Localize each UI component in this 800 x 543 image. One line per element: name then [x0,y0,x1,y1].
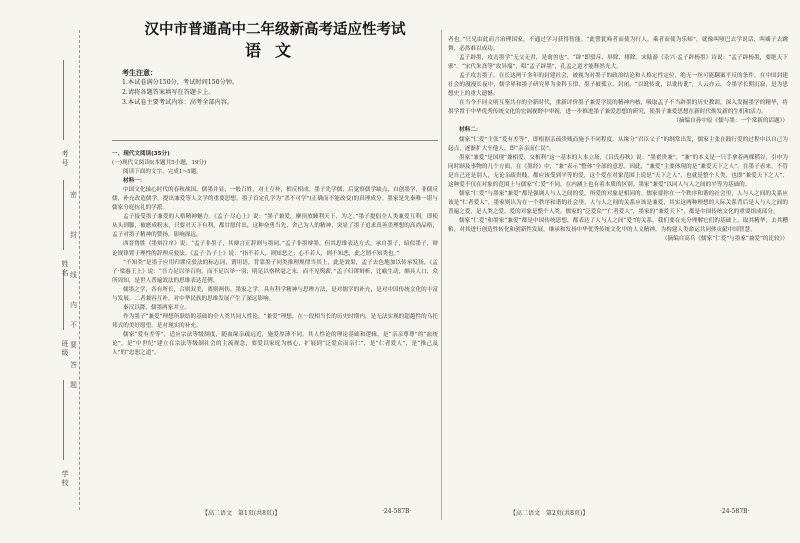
source-citation: （摘编自孙中原《儒与墨：一个常新的话题》） [673,118,788,125]
class-field-line [63,270,64,330]
class-field-label: 班级 [61,340,69,358]
subject-title: 语文 [244,41,305,60]
page-one-body [112,150,438,358]
binding-strip [0,0,108,543]
paragraph: 儒家“爱有差等”，适应宗法等级制度，随血缘亲疏远近，施爱厚薄不同。其人性论的理论基础和逻辑，是“亲亲尊尊”的“血统论”，是“中世纪”建立在宗法等级制社会的主流观念，要爱以家庭为核心，扩展到“泛爱众而亲仁”，是“仁者爱人”，是“推己及人”的“忠恕之道”。 [112,331,438,357]
paragraph: 墨家“兼爱”是国现“兼相爱、交相利”这一基本的人本立场，《吕氏春秋》说：“墨翟贵兼”，“兼”的本义是一只手拿着两棵稻谷，引申为同时顾及事物的几个方面。在《墨经》中，“兼”表示“整体”全部的意思。因此，“兼爱”主要体现的是“兼爱天下之人”。在墨子看来，不管是自己还是别人，无论亲疏贵贱，都应该受到平等的爱，这个爱在对象范围上说是“天下之人”，也就是整个人类，也即“兼爱天下之人”，这种爱不仅在对象的范围上与儒家“仁爱”不同，在内涵上也有着本质的区别。墨家“兼爱”以同人与人之间的平等为基础的。 [448,154,788,188]
candidate-notice [122,68,422,108]
paragraph: “不知类”是墨子应用归谬反驳法的标志词，谓用语，背靠墨子同类推理规律当其上，此是效果，孟子去色地加以传承发扬，《孟子·梁惠王上》说：“吾力足以举百钧，而不足以举一羽；明足以察秋毫之末，而不见舆薪，”孟子归谬辩析，比喻生动，颇具人口，众所周知，是世人普遍效法的思维表达范例。 [112,259,438,284]
name-field-label: 姓名 [61,260,69,278]
paragraph: 儒墨之学，各有所长，合则双美，离则两伤。墨家之学，具有科学精神与思辨方法，是对儒学的补充，是对中国传统文化的丰富与发展。二者兼容互补，对中华民族的思维发展产生了深远影响。 [112,286,438,302]
exam-title: 汉中市普通高中二年级新高考适应性考试 [144,22,406,38]
notice-divider [112,140,438,141]
seal-char: 要 [70,341,77,349]
exam-no-field-label: 考号 [61,150,69,168]
subsection-heading: (一)现代文阅读Ⅰ(本题共5小题，19分) [112,160,207,167]
paragraph: 孟子辟墨，攻击墨学“无父无君，是禽兽也”。“辟”即驳斥、屏除、排除。宋陆游《杂兴·孟子辟杨墨》诗说：“孟子辟杨墨，要绝天下邪”。“宋代朱熹等“攻异端”，唱“孟子辟墨”，孔孟之道才能释然光大。 [448,55,788,71]
seal-char: 封 [70,231,77,239]
school-field-label: 学校 [61,470,69,488]
seal-char: 密 [70,191,77,199]
seal-char: 不 [70,321,77,329]
seal-line [79,30,90,510]
section-heading: 一、现代文阅读(35分) [112,151,170,157]
paragraph: 西晋鲁胜《墨辩注序》说：“孟子非墨子，其辩言正辞则与墨同。”孟子非墨辩墨，但其思维表达方式，承自墨子，暗似墨子，辩论规律置于理性的辞理反驳法。《孟子·告子上》说：“指不若人，则知恶之；心不若人，则不知恶，此之谓不知类也。” [112,241,438,257]
notice-heading: 考生注意： [122,69,157,77]
school-field-line [63,380,64,460]
name-field-line [63,180,64,250]
seal-char: 答 [70,361,77,369]
material-label: 材料一： [123,178,146,185]
paragraph: 者也。”只兄由此而言治理国家，不通过学习获得智能。“此譬犹啼者而使为行人，乘者而使为乐师”，就像叫哑巴去学说话，叫瘸子去跳舞，必然难以成功。 [448,37,788,53]
seal-char: 题 [70,381,77,389]
page-one [112,0,438,543]
notice-item: 3.本试卷主要考试内容：高考全部内容。 [122,99,234,106]
source-citation: （摘编自高兵《儒家“仁爱”与墨家“兼爱”的比较》） [661,236,788,243]
page-two-footer-right: ·24-587B· [720,508,750,515]
notice-item: 1.本试卷满分150分，考试时间150分钟。 [122,79,239,86]
paragraph: 作为墨子“兼爱”理想所联结的基础的全人类共同人性论，“兼爱”理想，在一段相当长的历史时期内，是无法实现的超越性的乌托邦式的美好愿望，是对现实的补充。 [112,313,438,329]
notice-item: 2.请将各题答案填写在答题卡上。 [122,89,215,96]
seal-char: 线 [70,271,77,279]
paragraph: 中国文化轴心时代的春秋战国，儒墨并显，一般百姓，对士互补，相反相成。墨子先学儒，后觉察儒学缺点，自创墨学，非儒反儒，补充改造儒学，提出兼爱等人文学的重要思想。墨子首定孔学为“杀不可学”(正确而不能改变)的真理成分。墨家是先秦唯一堪与儒家分庭抗礼的学派。 [112,187,438,212]
exam-no-field-line [63,60,64,140]
paragraph: 孟子接受墨子兼爱的人格精神魅力。《孟子·尽心上》说：“墨子兼爱，摩顶放踵利天下，为之。”墨子提倡全人类兼爱互利，即使从头到脚，被磨成粉末，只要对天下有利，都甘愿付出，这种奋勇当先、舍己为人的精神，突显了墨子追求真善美理想的高尚品格，孟子对墨子精神的赞扬，影响深远。 [112,214,438,239]
instruction: 阅读下面的文字，完成1~5题。 [123,169,202,176]
page-divider [441,30,442,520]
page-one-footer-left: 【高二语文 第1页(共8页)】 [202,510,281,517]
page-two [448,36,788,506]
page-one-footer-right: ·24-587B· [382,508,412,515]
paragraph: 孟子攻击墨子，在长达两千多年的封建社会，被视为对墨子的政治结论和人格定性定位，绝无一丝可能翻案平反的条件。在中国封建社会的漫漫长夜中，儒学界和墨子研究界为金科玉律，墨子被孤立、封闭、“以讹传讹，以讹传讹”，人云亦云，令墨学长期沉寂，是为思想史上的重大遗憾。 [448,73,788,98]
paragraph: 儒家“仁爱”与墨家“兼爱”都是强调人与人之间的爱，所爱的对象是相同的。儒家要你在一个秩序和谐的社会里，人与人之间的关系应该是“仁者爱人”，墨家则认为在一个秩序和谐的社会里，人与人之间的关系应该是兼爱，其实这两种理想的人际关系背后是人与人之间的普遍之爱，是人类之爱，爱的对象是整个人类。儒家的“泛爱众”“仁者爱人”，墨家的“兼爱天下”，都是中国传统文化的重要组成部分。 [448,190,788,215]
paragraph: 在当今不同文明互鉴共存的全新时代，重新评价墨子兼爱学说的精神内核，吸取孟子不当辟墨的历史教训，深入发掘墨学的精华，将墨学置于中华优秀传统文化的宏阔视野中审视，进一步推进墨子兼爱思想的研究，使墨子兼爱思想在新时代焕发新的生机和活力。 [448,100,788,116]
material-label: 材料二： [459,127,482,134]
seal-char: 内 [70,301,77,309]
paragraph: 儒家“仁爱”和墨家“兼爱”都是中国传统思想，都表达了人与人之间“爱”的关系，我们要在充分理解它们的基础上，取其精华，去其糟粕，对其进行创造性转化和创新性发展，继承和发扬中华优秀传统文化中的人文精神，为构建人类命运共同体贡献中国智慧。 [448,217,788,233]
page-two-footer-left: 【高二语文 第2页(共8页)】 [510,510,589,517]
paragraph: 儒家“仁爱”主张“爱有差等”，即根据亲疏贵贱而施予不同程度、从缘分“君臣父子”的纲常出发，儒家主张在践行爱的过程中以自己为起点，逐渐扩大至他人，即“亲亲而仁民”。 [448,136,788,152]
paragraph: 秦汉以降，儒墨两家并立。 [123,304,191,311]
